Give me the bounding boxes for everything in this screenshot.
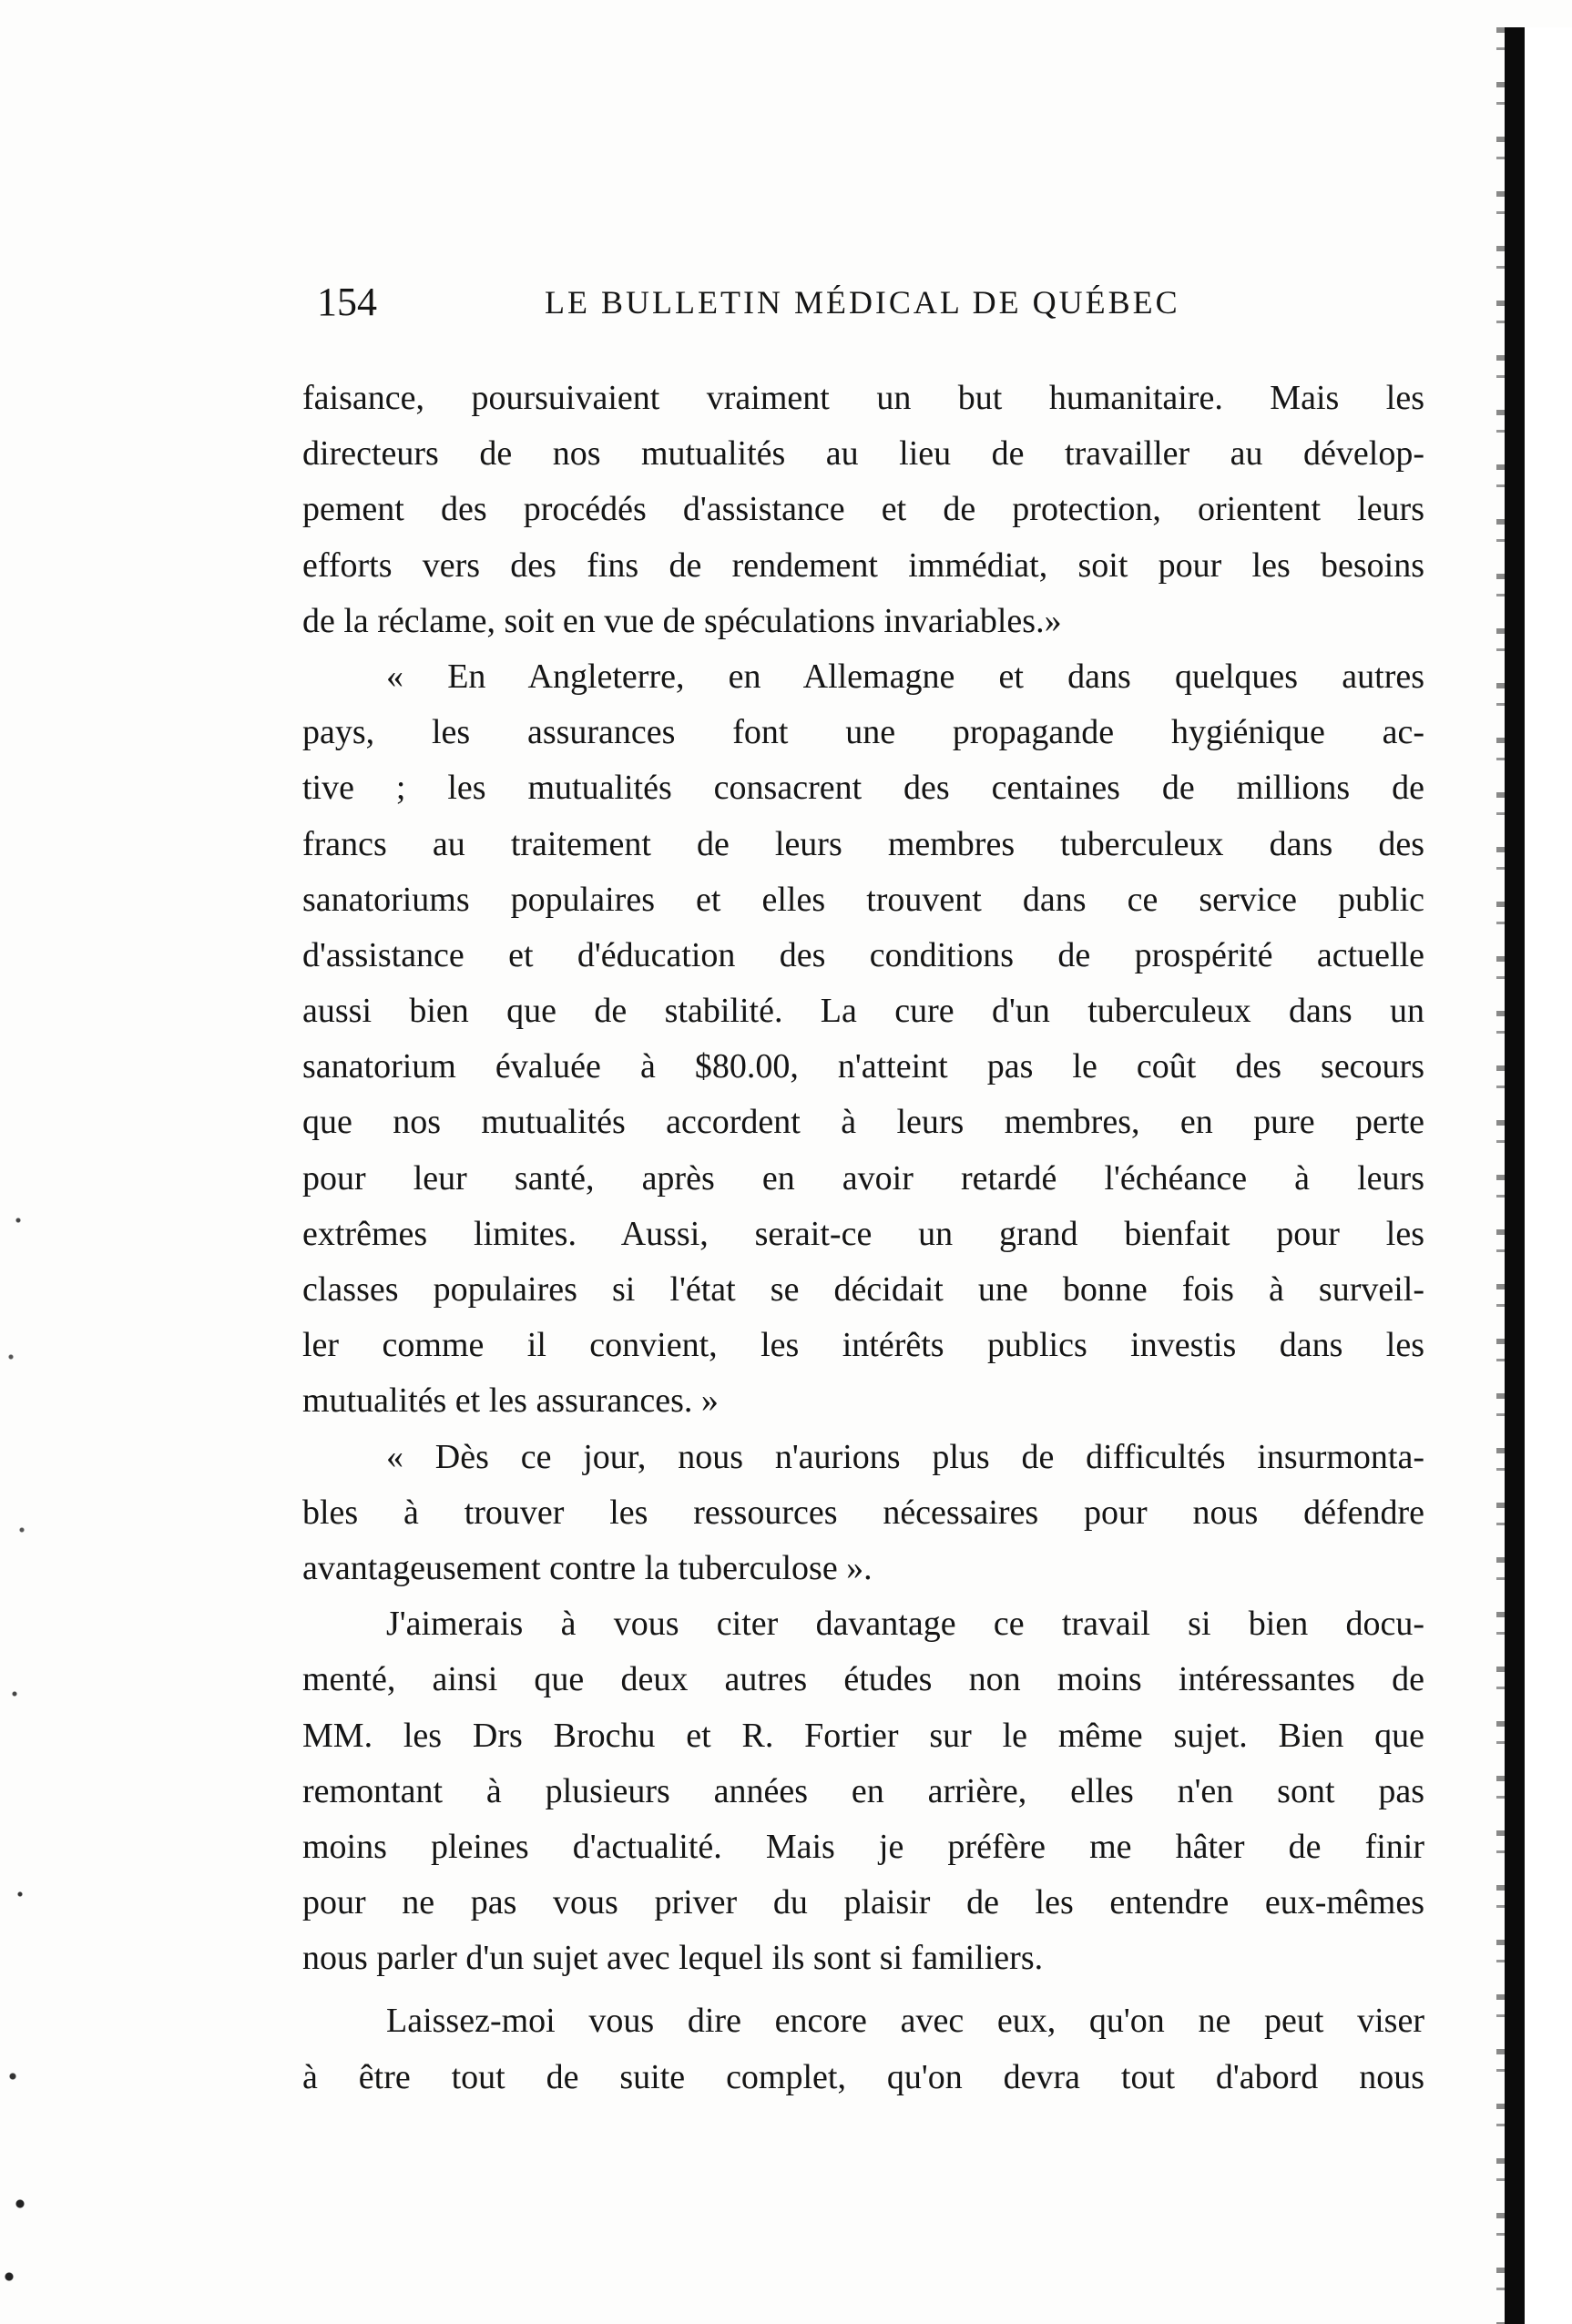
text-line: ler comme il convient, les intérêts publics investis dans les — [302, 1326, 1424, 1365]
paragraph — [302, 371, 1424, 649]
text-line: que nos mutualités accordent à leurs membres, en pure perte — [302, 1103, 1424, 1142]
text-line: d'assistance et d'éducation des conditions de prospérité actuelle — [302, 935, 1424, 974]
text-line: nous parler d'un sujet avec lequel ils sont si familiers. — [302, 1939, 1044, 1978]
text-line: extrêmes limites. Aussi, serait-ce un grand bienfait pour les — [302, 1214, 1424, 1253]
text-line: pour ne pas vous priver du plaisir de les entendre eux-mêmes — [302, 1883, 1424, 1922]
text-line: sanatorium évaluée à $80.00, n'atteint pas le coût des secours — [302, 1047, 1424, 1086]
text-line: classes populaires si l'état se décidait une bonne fois à surveil- — [302, 1270, 1424, 1309]
paragraph — [302, 1993, 1424, 2105]
text-line: J'aimerais à vous citer davantage ce travail si bien docu- — [386, 1605, 1424, 1644]
text-line: mutualités et les assurances. » — [302, 1381, 719, 1421]
text-line: de la réclame, soit en vue de spéculations invariables.» — [302, 601, 1062, 640]
text-line: avantageusement contre la tuberculose ». — [302, 1548, 873, 1587]
text-line: tive ; les mutualités consacrent des centaines de millions de — [302, 769, 1424, 808]
text-line: pays, les assurances font une propagande hygiénique ac- — [302, 713, 1424, 752]
text-line: à être tout de suite complet, qu'on devra tout d'abord nous — [302, 2057, 1424, 2096]
text-line: remontant à plusieurs années en arrière, elles n'en sont pas — [302, 1771, 1424, 1810]
text-line: faisance, poursuivaient vraiment un but humanitaire. Mais les — [302, 379, 1424, 417]
page-header — [317, 275, 1228, 330]
text-line: aussi bien que de stabilité. La cure d'un tuberculeux dans un — [302, 992, 1424, 1031]
text-line: pour leur santé, après en avoir retardé l'échéance à leurs — [302, 1158, 1424, 1198]
text-line: bles à trouver les ressources nécessaires pour nous défendre — [302, 1493, 1424, 1532]
text-line: MM. les Drs Brochu et R. Fortier sur le même sujet. Bien que — [302, 1716, 1424, 1755]
scan-specks — [0, 1184, 36, 2322]
paragraph — [302, 649, 1424, 1430]
paragraph-gap — [302, 1986, 1424, 1993]
running-head: LE BULLETIN MÉDICAL DE QUÉBEC — [545, 284, 1180, 321]
text-line: Laissez-moi vous dire encore avec eux, qu'on ne peut viser — [386, 2002, 1424, 2041]
text-line: pement des procédés d'assistance et de protection, orientent leurs — [302, 490, 1424, 529]
binding-edge-shadow — [1505, 27, 1525, 2324]
text-line: « Dès ce jour, nous n'aurions plus de difficultés insurmonta- — [386, 1437, 1424, 1476]
text-line: efforts vers des fins de rendement immédiat, soit pour les besoins — [302, 545, 1424, 585]
paragraph — [302, 1596, 1424, 1986]
body-text — [302, 371, 1424, 2105]
text-line: francs au traitement de leurs membres tuberculeux dans des — [302, 824, 1424, 863]
text-line: « En Angleterre, en Allemagne et dans quelques autres — [386, 657, 1424, 696]
text-line: sanatoriums populaires et elles trouvent dans ce service public — [302, 880, 1424, 919]
text-line: menté, ainsi que deux autres études non moins intéressantes de — [302, 1660, 1424, 1699]
text-line: directeurs de nos mutualités au lieu de travailler au dévelop- — [302, 434, 1424, 474]
page-number: 154 — [317, 280, 377, 324]
paragraph — [302, 1430, 1424, 1597]
text-line: moins pleines d'actualité. Mais je préfère me hâter de finir — [302, 1827, 1424, 1866]
